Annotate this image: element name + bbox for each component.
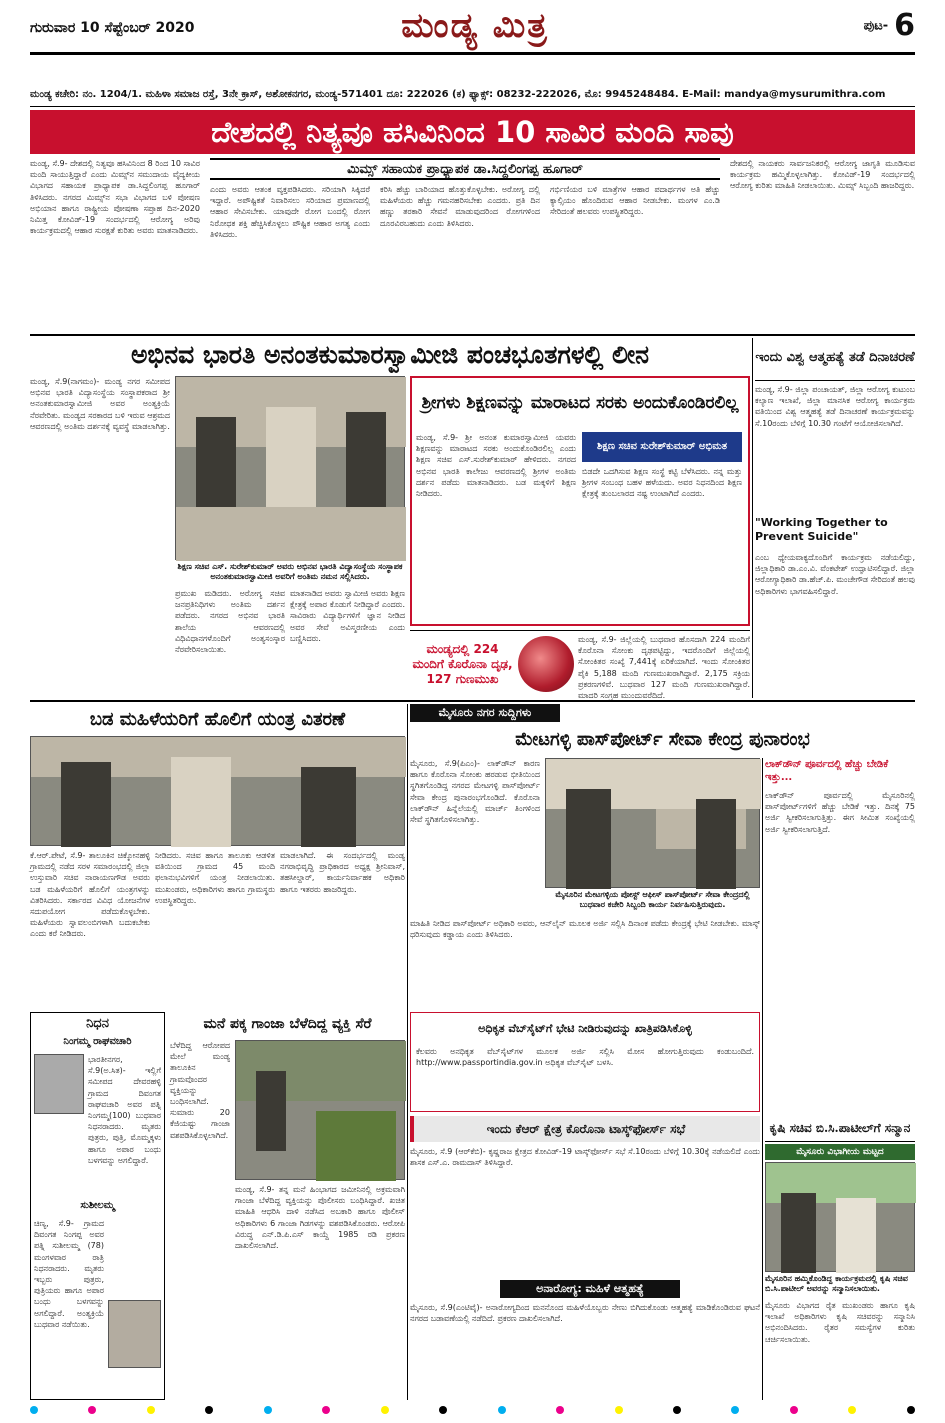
- obituary-title: ನಿಧನ: [86, 1015, 109, 1031]
- ganja-col-2: ಬೆಳೆದಿದ್ದ ಆರೋಪದ ಮೇಲೆ ಮಂಡ್ಯ ತಾಲೂಕಿನ ಗ್ರಾಮವೊಂದರ ವ್ಯಕ್ತಿಯನ್ನು ಬಂಧಿಸಲಾಗಿದೆ. ಸುಮಾರು 20 ಕೆಜಿಯಷ್ಟು ಗಾಂಜಾ ವಶಪಡಿಸಿಕೊಳ್ಳಲಾಗಿದೆ.: [170, 1041, 230, 1140]
- passport-caption: ಮೈಸೂರಿನ ಮೇಟಗಳ್ಳಿಯ ಪೋಸ್ಟ್ ಆಫೀಸ್ ಪಾಸ್‌ಪೋರ್ಟ್ ಸೇವಾ ಕೇಂದ್ರದಲ್ಲಿ ಬುಧವಾರ ಕಚೇರಿ ಸಿಬ್ಬಂದಿ ಕಾರ್ಯ ನಿರ್ವಹಿಸುತ್ತಿರುವುದು.: [555, 890, 750, 909]
- women-photo: [30, 736, 405, 846]
- minister-caption: ಮೈಸೂರಿನ ಹಮ್ಮಿಕೊಂಡಿದ್ದ ಕಾರ್ಯಕ್ರಮದಲ್ಲಿ ಕೃಷಿ ಸಚಿವ ಬಿ.ಸಿ.ಪಾಟೀಲ್ ಅವರನ್ನು ಸನ್ಮಾನಿಸಲಾಯಿತು.: [765, 1274, 908, 1293]
- issue-date: ಗುರುವಾರ 10 ಸೆಪ್ಟೆಂಬರ್ 2020: [30, 20, 195, 36]
- passport-side-head: ಲಾಕ್‌ಡೌನ್ ಪೂರ್ವದಲ್ಲಿ ಹೆಚ್ಚು ಬೇಡಿಕೆ ಇತ್ತು...: [765, 759, 889, 783]
- ganja-col-1: ಮಂಡ್ಯ, ಸೆ.9- ತನ್ನ ಮನೆ ಹಿಂಭಾಗದ ಜಮೀನಿನಲ್ಲಿ ಅಕ್ರಮವಾಗಿ ಗಾಂಜಾ ಬೆಳೆದಿದ್ದ ವ್ಯಕ್ತಿಯನ್ನು ಪೊಲೀಸರು ಬಂಧಿಸಿದ್ದಾರೆ. ಖಚಿತ ಮಾಹಿತಿ ಆಧರಿಸಿ ದಾಳಿ ನಡೆಸಿದ ಅಬಕಾರಿ ಹಾಗೂ ಪೊಲೀಸ್ ಅಧಿಕಾರಿಗಳು 6 ಗಾಂಜಾ ಗಿಡಗಳನ್ನು ವಶಪಡಿಸಿಕೊಂಡರು. ಆರೋಪಿ ವಿರುದ್ಧ ಎನ್.ಡಿ.ಪಿ.ಎಸ್ ಕಾಯ್ದೆ 1985 ರಡಿ ಪ್ರಕರಣ ದಾಖಲಿಸಲಾಗಿದೆ.: [235, 1185, 405, 1251]
- lead-headline: ದೇಶದಲ್ಲಿ ನಿತ್ಯವೂ ಹಸಿವಿನಿಂದ 10 ಸಾವಿರ ಮಂದಿ ಸಾವು: [30, 110, 915, 154]
- registration-marks: [30, 1404, 915, 1416]
- minister-col: ಮೈಸೂರು ವಿಭಾಗದ ರೈತ ಮುಖಂಡರು ಹಾಗೂ ಕೃಷಿ ಇಲಾಖೆ ಅಧಿಕಾರಿಗಳು ಕೃಷಿ ಸಚಿವರನ್ನು ಸನ್ಮಾನಿಸಿ ಅಭಿನಂದಿಸಿದರು. ರೈತರ ಸಮಸ್ಯೆಗಳ ಕುರಿತು ಚರ್ಚಿಸಲಾಯಿತು.: [765, 1301, 915, 1344]
- health-col: ಮೈಸೂರು, ಸೆ.9(ಎಂಟಿವೈ)- ಅನಾರೋಗ್ಯದಿಂದ ಮನನೊಂದ ಮಹಿಳೆಯೊಬ್ಬರು ನೇಣು ಬಿಗಿದುಕೊಂಡು ಆತ್ಮಹತ್ಯೆ ಮಾಡಿಕೊಂಡಿರುವ ಘಟನೆ ನಗರದ ಬಡಾವಣೆಯಲ್ಲಿ ನಡೆದಿದೆ. ಪ್ರಕರಣ ದಾಖಲಿಸಲಾಗಿದೆ.: [410, 1303, 760, 1324]
- ganja-photo: [235, 1040, 405, 1180]
- taskforce-headline: ಇಂದು ಕೆಆರ್ ಕ್ಷೇತ್ರ ಕೊರೊನಾ ಟಾಸ್ಕ್‌ಫೋರ್ಸ್ ಸಭೆ: [486, 1121, 686, 1136]
- women-col-3: ಮಾಡಲಾಗಿದೆ. ಈ ಸಂದರ್ಭದಲ್ಲಿ ಮಂಡ್ಯ ನಗರಾಭಿವೃದ್ಧಿ ಪ್ರಾಧಿಕಾರದ ಅಧ್ಯಕ್ಷ ಶ್ರೀನಿವಾಸ್, ತಹಸೀಲ್ದಾರ್, ಕಾರ್ಯನಿರ್ವಾಹಕ ಅಧಿಕಾರಿ ಹಾಗೂ ಇತರರು ಹಾಜರಿದ್ದರು.: [280, 851, 405, 894]
- passport-box-text: ಕೆಲವರು ಅನಧಿಕೃತ ವೆಬ್‌ಸೈಟ್‌ಗಳ ಮೂಲಕ ಅರ್ಜಿ ಸಲ್ಲಿಸಿ ಮೋಸ ಹೋಗುತ್ತಿರುವುದು ಕಂಡುಬಂದಿದೆ. http://www.passportindia.gov.in ಅಧಿಕೃತ ವೆಬ್‌ಸೈಟ್ ಬಳಸಿ.: [416, 1047, 754, 1068]
- page-number: [800, 4, 915, 48]
- teacher-headline: ಶ್ರೀಗಳು ಶಿಕ್ಷಣವನ್ನು ಮಾರಾಟದ ಸರಕು ಅಂದುಕೊಂಡಿರಲಿಲ್ಲ: [421, 393, 739, 414]
- women-col-2: ನೀಡಿದರು. ಸಚಿವ ಹಾಗೂ ತಾಲೂಕು ಆಡಳಿತ ವತಿಯಿಂದ ಗ್ರಾಮದ 45 ಮಂದಿ ಫಲಾನುಭವಿಗಳಿಗೆ ಯಂತ್ರ ನೀಡಲಾಯಿತು. ಮುಖಂಡರು, ಅಧಿಕಾರಿಗಳು ಹಾಗೂ ಗ್ರಾಮಸ್ಥರು ಉಪಸ್ಥಿತರಿದ್ದರು.: [155, 851, 275, 905]
- taskforce-col: ಮೈಸೂರು, ಸೆ.9 (ಆರ್‌ಕೆಬಿ)- ಕೃಷ್ಣರಾಜ ಕ್ಷೇತ್ರದ ಕೋವಿಡ್-19 ಟಾಸ್ಕ್‌ಫೋರ್ಸ್ ಸಭೆ ಸೆ.10ರಂದು ಬೆಳಿಗ್ಗೆ 10.30ಕ್ಕೆ ನಡೆಯಲಿದೆ ಎಂದು ಶಾಸಕ ಎಸ್.ಎ. ರಾಮದಾಸ್ ತಿಳಿಸಿದ್ದಾರೆ.: [410, 1147, 760, 1168]
- suicide-col-2: ಎಂಬ ಧ್ಯೇಯವಾಕ್ಯದೊಂದಿಗೆ ಕಾರ್ಯಕ್ರಮ ನಡೆಯಲಿದ್ದು, ಜಿಲ್ಲಾಧಿಕಾರಿ ಡಾ.ಎಂ.ವಿ. ವೆಂಕಟೇಶ್ ಉದ್ಘಾಟಿಸಲಿದ್ದಾರೆ. ಜಿಲ್ಲಾ ಆರೋಗ್ಯಾಧಿಕಾರಿ ಡಾ.ಹೆಚ್.ಪಿ. ಮಂಚೇಗೌಡ ಸೇರಿದಂತೆ ಹಲವು ಅಧಿಕಾರಿಗಳು ಭಾಗವಹಿಸಲಿದ್ದಾರೆ.: [755, 553, 915, 596]
- mysuru-col-1: ಮೈಸೂರು, ಸೆ.9(ಪಿಎಂ)- ಲಾಕ್‌ಡೌನ್ ಕಾರಣ ಹಾಗೂ ಕೊರೊನಾ ಸೋಂಕು ಹರಡುವ ಭೀತಿಯಿಂದ ಸ್ಥಗಿತಗೊಂಡಿದ್ದ ನಗರದ ಮೇಟಗಳ್ಳಿ ಪಾಸ್‌ಪೋರ್ಟ್ ಸೇವಾ ಕೇಂದ್ರ ಪುನಾರಂಭಗೊಂಡಿದೆ. ಕೊರೊನಾ ಲಾಕ್‌ಡೌನ್ ಹಿನ್ನೆಲೆಯಲ್ಲಿ ಮಾರ್ಚ್ ತಿಂಗಳಿಂದ ಸೇವೆ ಸ್ಥಗಿತಗೊಳಿಸಲಾಗಿತ್ತು.: [410, 759, 540, 825]
- obituary-photo-2: [108, 1300, 161, 1368]
- suicide-rule: [755, 380, 915, 381]
- lead-byline: ಮಿಮ್ಸ್ ಸಹಾಯಕ ಪ್ರಾಧ್ಯಾಪಕ ಡಾ.ಸಿದ್ದಲಿಂಗಪ್ಪ ಹೂಗಾರ್: [210, 158, 720, 180]
- passport-photo: [545, 758, 760, 888]
- lead-col-2: ಎಂದು ಅವರು ಆತಂಕ ವ್ಯಕ್ತಪಡಿಸಿದರು. ಸರಿಯಾಗಿ ಸಿಕ್ಕಿದರೆ ಇದ್ದಾರೆ. ಅಪೌಷ್ಟಿಕತೆ ನಿವಾರಿಸಲು ಸರಿಯಾದ ಪ್ರಮಾಣದಲ್ಲಿ ಆಹಾರ ಸೇವಿಸಬೇಕು. ಯಾವುದೇ ರೋಗ ಬಂದಲ್ಲಿ ರೋಗ ನಿರೋಧಕ ಶಕ್ತಿ ಹೆಚ್ಚಿಸಿಕೊಳ್ಳಲು ಪೌಷ್ಟಿಕ ಆಹಾರ ಅಗತ್ಯ ಎಂದು ತಿಳಿಸಿದರು.: [210, 185, 370, 239]
- column-divider: [752, 338, 753, 698]
- women-headline: ಬಡ ಮಹಿಳೆಯರಿಗೆ ಹೊಲಿಗೆ ಯಂತ್ರ ವಿತರಣೆ: [89, 708, 346, 730]
- address-rule: [30, 106, 915, 107]
- office-address: ಮಂಡ್ಯ ಕಚೇರಿ: ನಂ. 1204/1. ಮಹಿಳಾ ಸಮಾಜ ರಸ್ತೆ, 3ನೇ ಕ್ರಾಸ್, ಅಶೋಕನಗರ, ಮಂಡ್ಯ-571401 ದೂ: 222026 (ಕ) ಫ್ಯಾಕ್ಸ್: 08232-222026, ಮೊ: 9945248484. E-Mail: mandya@mysurumithra.com: [30, 89, 886, 100]
- swamiji-headline: ಅಭಿನವ ಭಾರತಿ ಅನಂತಕುಮಾರಸ್ವಾಮೀಜಿ ಪಂಚಭೂತಗಳಲ್ಲಿ ಲೀನ: [130, 340, 650, 369]
- minister-photo: [765, 1162, 915, 1272]
- teacher-label: ಶಿಕ್ಷಣ ಸಚಿವ ಸುರೇಶ್‌ಕುಮಾರ್ ಅಭಿಮತ: [582, 432, 742, 462]
- obituary-text-1a: ಭಾರತೀನಗರ, ಸೆ.9(ಅ.ಸಿತ)- ಇಲ್ಲಿಗೆ ಸಮೀಪದ ದೇವರಹಳ್ಳಿ ಗ್ರಾಮದ ದಿವಂಗತ ರಾಘವಚಾರಿ ಅವರ ಪತ್ನಿ ನಿಂಗಮ್ಮ(100) ಬುಧವಾರ ನಿಧನರಾದರು. ಮೃತರು ಪುತ್ರರು, ಪುತ್ರಿ, ಮೊಮ್ಮಕ್ಕಳು ಹಾಗೂ ಅಪಾರ ಬಂಧು ಬಳಗವನ್ನು ಅಗಲಿದ್ದಾರೆ.: [88, 1055, 161, 1165]
- page-number-value: 6: [894, 8, 915, 43]
- suicide-col-1: ಮಂಡ್ಯ, ಸೆ.9- ಜಿಲ್ಲಾ ಪಂಚಾಯತ್, ಜಿಲ್ಲಾ ಆರೋಗ್ಯ ಕುಟುಂಬ ಕಲ್ಯಾಣ ಇಲಾಖೆ, ಜಿಲ್ಲಾ ಮಾನಸಿಕ ಆರೋಗ್ಯ ಕಾರ್ಯಕ್ರಮ ವತಿಯಿಂದ ವಿಶ್ವ ಆತ್ಮಹತ್ಯೆ ತಡೆ ದಿನಾಚರಣೆ ಕಾರ್ಯಕ್ರಮವನ್ನು ಸೆ.10ರಂದು ಬೆಳಿಗ್ಗೆ 10.30 ಗಂಟೆಗೆ ಆಯೋಜಿಸಲಾಗಿದೆ.: [755, 385, 915, 428]
- virus-icon: [518, 636, 574, 692]
- suicide-headline: ಇಂದು ವಿಶ್ವ ಆತ್ಮಹತ್ಯೆ ತಡೆ ದಿನಾಚರಣೆ: [755, 349, 915, 365]
- lead-col-5: ದೇಶದಲ್ಲಿ ನಾಯಕರು ಸಾರ್ವಜನಿಕರಲ್ಲಿ ಆರೋಗ್ಯ ಜಾಗೃತಿ ಮೂಡಿಸುವ ಕಾರ್ಯಕ್ರಮ ಹಮ್ಮಿಕೊಳ್ಳಲಾಗಿತ್ತು. ಕೋವಿಡ್-19 ಸಂದರ್ಭದಲ್ಲಿ ಆರೋಗ್ಯ ಕುರಿತು ಮಾಹಿತಿ ನೀಡಲಾಯಿತು. ಮಿಮ್ಸ್ ಸಿಬ್ಬಂದಿ ಹಾಜರಿದ್ದರು.: [730, 159, 915, 191]
- mid-rule: [30, 700, 915, 702]
- corona-headline: ಮಂಡ್ಯದಲ್ಲಿ 224 ಮಂದಿಗೆ ಕೊರೊನಾ ದೃಢ, 127 ಗುಣಮುಖ: [412, 641, 513, 686]
- swamiji-col-2: ಪ್ರಮುಖ ಮಡಿದರು. ಅರೋಗ್ಯ ಸಚಿವ ಜನಪ್ರತಿನಿಧಿಗಳು ಅಂತಿಮ ದರ್ಶನ ಪಡೆದರು. ನಗರದ ಅಭಿನವ ಭಾರತಿ ಶಾಲೆಯ ಆವರಣದಲ್ಲಿ ವಿಧಿವಿಧಾನಗಳೊಂದಿಗೆ ಅಂತ್ಯಸಂಸ್ಕಾರ ನೆರವೇರಿಸಲಾಯಿತು.: [175, 589, 285, 655]
- column-divider: [762, 758, 763, 1400]
- teacher-col-1: ಮಂಡ್ಯ, ಸೆ.9- ಶ್ರೀ ಅನಂತ ಕುಮಾರಸ್ವಾಮೀಜಿ ಯವರು ಶಿಕ್ಷಣವನ್ನು ಮಾರಾಟದ ಸರಕು ಅಂದುಕೊಂಡಿರಲಿಲ್ಲ ಎಂದು ಶಿಕ್ಷಣ ಸಚಿವ ಎಸ್.ಸುರೇಶ್‌ಕುಮಾರ್ ಹೇಳಿದರು. ನಗರದ ಅಭಿನವ ಭಾರತಿ ಕಾಲೇಜು ಆವರಣದಲ್ಲಿ ಶ್ರೀಗಳ ಅಂತಿಮ ದರ್ಶನ ಪಡೆದು ಮಾತನಾಡಿದರು. ಬಡ ಮಕ್ಕಳಿಗೆ ಶಿಕ್ಷಣ ನೀಡಿದರು.: [416, 433, 576, 499]
- swamiji-caption: ಶಿಕ್ಷಣ ಸಚಿವ ಎಸ್. ಸುರೇಶ್‌ಕುಮಾರ್ ಅವರು ಅಭಿನವ ಭಾರತಿ ವಿದ್ಯಾಸಂಸ್ಥೆಯ ಸಂಸ್ಥಾಪಕ ಅನಂತಕುಮಾರಸ್ವಾಮೀಜಿ ಅವರಿಗೆ ಅಂತಿಮ ನಮನ ಸಲ್ಲಿಸಿದರು.: [177, 562, 403, 581]
- column-divider: [407, 704, 408, 1400]
- suicide-quote: "Working Together to Prevent Suicide": [755, 516, 888, 543]
- swamiji-photo: [175, 376, 405, 560]
- ganja-headline: ಮನೆ ಪಕ್ಕ ಗಾಂಜಾ ಬೆಳೆದಿದ್ದ ವ್ಯಕ್ತಿ ಸೆರೆ: [203, 1016, 372, 1032]
- teacher-col-2: ಬಿಡದೇ ಒದಗಿಸುವ ಶಿಕ್ಷಣ ಸಂಸ್ಥೆ ಕಟ್ಟಿ ಬೆಳೆಸಿದರು. ನನ್ನ ಮತ್ತು ಶ್ರೀಗಳ ಸಂಬಂಧ ಬಹಳ ಹಳೆಯದು. ಅವರ ನಿಧನದಿಂದ ಶಿಕ್ಷಣ ಕ್ಷೇತ್ರಕ್ಕೆ ತುಂಬಲಾರದ ನಷ್ಟ ಉಂಟಾಗಿದೆ ಎಂದರು.: [582, 467, 742, 499]
- newspaper-title: ಮಂಡ್ಯ ಮಿತ್ರ: [401, 6, 549, 46]
- mysuru-col-2: ಮಾಹಿತಿ ನೀಡಿದ ಪಾಸ್‌ಪೋರ್ಟ್ ಅಧಿಕಾರಿ ಅವರು, ಆನ್‌ಲೈನ್ ಮೂಲಕ ಅರ್ಜಿ ಸಲ್ಲಿಸಿ ದಿನಾಂಕ ಪಡೆದು ಕೇಂದ್ರಕ್ಕೆ ಭೇಟಿ ನೀಡಬೇಕು. ಮಾಸ್ಕ್ ಧರಿಸುವುದು ಕಡ್ಡಾಯ ಎಂದು ತಿಳಿಸಿದರು.: [410, 919, 760, 940]
- obituary-name-2: ಸುಶೀಲಮ್ಮ: [80, 1200, 115, 1211]
- minister-headline: ಕೃಷಿ ಸಚಿವ ಬಿ.ಸಿ.ಪಾಟೀಲ್‌ಗೆ ಸನ್ಮಾನ: [765, 1116, 915, 1142]
- passport-box-head: ಅಧಿಕೃತ ವೆಬ್‌ಸೈಟ್‌ಗೆ ಭೇಟಿ ನೀಡಿರುವುದನ್ನು ಖಾತ್ರಿಪಡಿಸಿಕೊಳ್ಳಿ: [478, 1022, 692, 1036]
- corona-col: ಮಂಡ್ಯ, ಸೆ.9- ಜಿಲ್ಲೆಯಲ್ಲಿ ಬುಧವಾರ ಹೊಸದಾಗಿ 224 ಮಂದಿಗೆ ಕೊರೊನಾ ಸೋಂಕು ದೃಢಪಟ್ಟಿದ್ದು, ಇದರೊಂದಿಗೆ ಜಿಲ್ಲೆಯಲ್ಲಿ ಸೋಂಕಿತರ ಸಂಖ್ಯೆ 7,441ಕ್ಕೆ ಏರಿಕೆಯಾಗಿದೆ. ಇಂದು ಸೋಂಕಿತರ ಪೈಕಿ 5,188 ಮಂದಿ ಗುಣಮುಖರಾಗಿದ್ದಾರೆ. 2,175 ಸಕ್ರಿಯ ಪ್ರಕರಣಗಳಿವೆ. ಬುಧವಾರ 127 ಮಂದಿ ಗುಣಮುಖರಾಗಿದ್ದಾರೆ. ಮಾದರಿ ಸಂಗ್ರಹ ಮುಂದುವರೆದಿದೆ.: [578, 635, 750, 701]
- lead-bottom-rule: [30, 334, 915, 336]
- health-label: ಅನಾರೋಗ್ಯ: ಮಹಿಳೆ ಆತ್ಮಹತ್ಯೆ: [500, 1280, 680, 1298]
- lead-col-4: ಗರ್ಭಿಣಿಯರ ಬಳಿ ಮಾತ್ರೆಗಳ ಆಹಾರ ಪದಾರ್ಥಗಳ ಅತಿ ಹೆಚ್ಚು ಕ್ಯಾಲ್ಸಿಯಂ ಹೊಂದಿರುವ ಆಹಾರ ನೀಡಬೇಕು. ಮಂಗಳ ಎಂ.ಡಿ ಸೇರಿದಂತೆ ಹಲವರು ಉಪಸ್ಥಿತರಿದ್ದರು.: [550, 185, 720, 217]
- lead-col-1: ಮಂಡ್ಯ, ಸೆ.9- ದೇಶದಲ್ಲಿ ನಿತ್ಯವೂ ಹಸಿವಿನಿಂದ 8 ರಿಂದ 10 ಸಾವಿರ ಮಂದಿ ಸಾಯುತ್ತಿದ್ದಾರೆ ಎಂದು ಮಿಮ್ಸ್‌ನ ಸಮುದಾಯ ವೈದ್ಯಕೀಯ ವಿಭಾಗದ ಸಹಾಯಕ ಪ್ರಾಧ್ಯಾಪಕ ಡಾ.ಸಿದ್ದಲಿಂಗಪ್ಪ ಹೂಗಾರ್ ತಿಳಿಸಿದರು. ನಗರದ ಮಿಮ್ಸ್‌ನ ಸಭಾ ವಿಭಾಗದ ಬಳಿ ಪೋಷಣ ಅಭಿಯಾನ ಹಾಗೂ ರಾಷ್ಟ್ರೀಯ ಪೋಷಣಾ ಸಪ್ತಾಹ ದಿನ-2020 ನಿಮಿತ್ತ ಕೋವಿಡ್-19 ಸಂದರ್ಭದಲ್ಲಿ ಆರೋಗ್ಯ ಅರಿವು ಕಾರ್ಯಕ್ರಮದಲ್ಲಿ ಆಹಾರ ಸುರಕ್ಷತೆ ಕುರಿತು ಅವರು ಮಾತನಾಡಿದರು.: [30, 159, 200, 236]
- passport-side-col: ಲಾಕ್‌ಡೌನ್ ಪೂರ್ವದಲ್ಲಿ ಮೈಸೂರಿನಲ್ಲಿ ಪಾಸ್‌ಪೋರ್ಟ್‌ಗಳಿಗೆ ಹೆಚ್ಚು ಬೇಡಿಕೆ ಇತ್ತು. ದಿನಕ್ಕೆ 75 ಅರ್ಜಿ ಸ್ವೀಕರಿಸಲಾಗುತ್ತಿತ್ತು. ಈಗ ಸೀಮಿತ ಸಂಖ್ಯೆಯಲ್ಲಿ ಅರ್ಜಿ ಸ್ವೀಕರಿಸಲಾಗುತ್ತಿದೆ.: [765, 791, 915, 834]
- obituary-photo-1: [34, 1054, 84, 1114]
- obituary-name-1: ನಿಂಗಮ್ಮ ರಾಘವಚಾರಿ: [63, 1036, 132, 1047]
- women-col-1: ಕೆ.ಆರ್.ಪೇಟೆ, ಸೆ.9- ತಾಲೂಕಿನ ಚಿಕ್ಕೋನಹಳ್ಳಿ ಗ್ರಾಮದಲ್ಲಿ ನಡೆದ ಸರಳ ಸಮಾರಂಭದಲ್ಲಿ ಜಿಲ್ಲಾ ಉಸ್ತುವಾರಿ ಸಚಿವ ನಾರಾಯಣಗೌಡ ಅವರು ಬಡ ಮಹಿಳೆಯರಿಗೆ ಹೊಲಿಗೆ ಯಂತ್ರಗಳನ್ನು ವಿತರಿಸಿದರು. ಸರ್ಕಾರದ ವಿವಿಧ ಯೋಜನೆಗಳ ಸದುಪಯೋಗ ಪಡೆದುಕೊಳ್ಳಬೇಕು. ಮಹಿಳೆಯರು ಸ್ವಾವಲಂಬಿಗಳಾಗಿ ಬದುಕಬೇಕು ಎಂದು ಕರೆ ನೀಡಿದರು.: [30, 851, 150, 939]
- swamiji-col-3: ಮಾತನಾಡಿದ ಅವರು ಸ್ವಾಮೀಜಿ ಅವರು ಶಿಕ್ಷಣ ಕ್ಷೇತ್ರಕ್ಕೆ ಅಪಾರ ಕೊಡುಗೆ ನೀಡಿದ್ದಾರೆ ಎಂದರು. ಸಾವಿರಾರು ವಿದ್ಯಾರ್ಥಿಗಳಿಗೆ ಜ್ಞಾನ ನೀಡಿದ ಅವರ ಸೇವೆ ಅವಿಸ್ಮರಣೀಯ ಎಂದು ಬಣ್ಣಿಸಿದರು.: [290, 589, 405, 643]
- obituary-text-2: ಚಿಣ್ಯ, ಸೆ.9- ಗ್ರಾಮದ ದಿವಂಗತ ನಿಂಗಪ್ಪ ಅವರ ಪತ್ನಿ ಸುಶೀಲಮ್ಮ (78) ಮಂಗಳವಾರ ರಾತ್ರಿ ನಿಧನರಾದರು. ಮೃತರು ಇಬ್ಬರು ಪುತ್ರರು, ಪುತ್ರಿಯರು ಹಾಗೂ ಅಪಾರ ಬಂಧು ಬಳಗವನ್ನು ಅಗಲಿದ್ದಾರೆ. ಅಂತ್ಯಕ್ರಿಯೆ ಬುಧವಾರ ನಡೆಯಿತು.: [34, 1219, 104, 1329]
- mysuru-label: ಮೈಸೂರು ನಗರ ಸುದ್ದಿಗಳು: [410, 704, 560, 722]
- masthead-rule: [30, 52, 915, 55]
- lead-col-3: ಕರಿಸಿ ಹೆಚ್ಚು ಬಾರಿಯಾದ ಹೊತ್ತುಕೊಳ್ಳಬೇಕು. ಅರೋಗ್ಯ ದಲ್ಲಿ ಮಹಿಳೆಯರು ಹೆಚ್ಚು ಗಮನಹರಿಸಬೇಕು ಎಂದರು. ಪ್ರತಿ ದಿನ ಹಣ್ಣು ತರಕಾರಿ ಸೇವನೆ ಮಾಡುವುದರಿಂದ ರೋಗಗಳಿಂದ ದೂರವಿರಬಹುದು ಎಂದು ತಿಳಿಸಿದರು.: [380, 185, 540, 228]
- minister-banner: ಮೈಸೂರು ವಿಭಾಗೀಯ ಮಟ್ಟದ: [765, 1144, 915, 1160]
- swamiji-col-1: ಮಂಡ್ಯ, ಸೆ.9(ನಾಗಮಂ)- ಮಂಡ್ಯ ನಗರ ಸಮೀಪದ ಅಭಿನವ ಭಾರತಿ ವಿದ್ಯಾಸಂಸ್ಥೆಯ ಸಂಸ್ಥಾಪಕರಾದ ಶ್ರೀ ಅನಂತಕುಮಾರಸ್ವಾಮೀಜಿ ಅವರ ಅಂತ್ಯಕ್ರಿಯೆ ನೆರವೇರಿತು. ಮಂಡ್ಯದ ಸರಕಾರದ ಬಳಿ ಇರುವ ಆಶ್ರಮದ ಆವರಣದಲ್ಲಿ ಅಂತಿಮ ದರ್ಶನಕ್ಕೆ ವ್ಯವಸ್ಥೆ ಮಾಡಲಾಗಿತ್ತು.: [30, 377, 170, 431]
- page-label: ಪುಟ-: [863, 18, 889, 34]
- mysuru-headline: ಮೇಟಗಳ್ಳಿ ಪಾಸ್‌ಪೋರ್ಟ್ ಸೇವಾ ಕೇಂದ್ರ ಪುನಾರಂಭ: [515, 728, 810, 750]
